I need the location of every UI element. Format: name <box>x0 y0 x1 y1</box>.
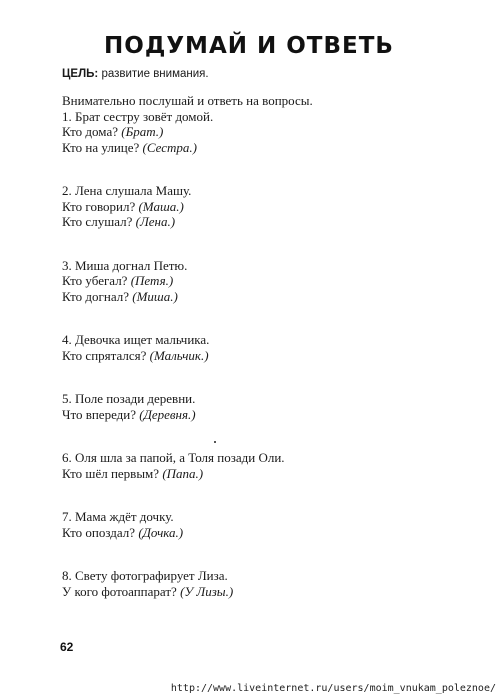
exercise-item <box>62 183 462 230</box>
exercise-item <box>62 109 462 156</box>
exercise-question-line <box>62 273 462 289</box>
exercise-body <box>62 93 462 627</box>
answer-text: (Петя.) <box>130 273 174 288</box>
question-text: Кто на улице? <box>62 139 143 155</box>
question-text: Кто убегал? <box>62 273 131 288</box>
goal-line <box>62 68 209 80</box>
exercise-item <box>62 258 462 305</box>
exercise-item <box>62 450 462 481</box>
exercise-statement: 1. Брат сестру зовёт домой. <box>62 108 214 124</box>
goal-text: развитие внимания. <box>98 68 209 80</box>
answer-text: (Папа.) <box>162 465 204 481</box>
page-title: ПОДУМАЙ И ОТВЕТЬ <box>104 33 394 59</box>
answer-text: (Мальчик.) <box>149 347 209 363</box>
page-number: 62 <box>60 640 74 654</box>
answer-text: (Сестра.) <box>142 139 197 155</box>
question-text: Кто догнал? <box>62 288 133 304</box>
exercise-question-line <box>62 466 462 482</box>
answer-text: (Лена.) <box>135 214 176 229</box>
exercise-statement: 6. Оля шла за папой, а Толя позади Оли. <box>62 450 285 465</box>
question-text: Кто слушал? <box>62 214 136 229</box>
exercise-statement: 5. Поле позади деревни. <box>62 391 196 406</box>
exercise-question-line <box>62 289 462 305</box>
print-speck <box>214 441 216 443</box>
exercise-question-line <box>62 584 462 600</box>
answer-text: (Брат.) <box>121 124 164 139</box>
question-text: Кто спрятался? <box>62 347 150 363</box>
answer-text: (Дочка.) <box>138 524 184 540</box>
exercise-question-line <box>62 525 462 541</box>
exercise-question-line <box>62 348 462 364</box>
answer-text: (Деревня.) <box>139 406 196 422</box>
question-text: Кто дома? <box>62 124 122 139</box>
question-text: Кто опоздал? <box>62 524 139 540</box>
exercise-statement: 2. Лена слушала Машу. <box>62 183 192 198</box>
goal-label: ЦЕЛЬ: <box>62 68 99 80</box>
exercise-statement: 8. Свету фотографирует Лиза. <box>62 568 228 583</box>
answer-text: (Миша.) <box>132 288 178 304</box>
question-text: У кого фотоаппарат? <box>62 583 181 599</box>
exercise-statement: 4. Девочка ищет мальчика. <box>62 332 210 347</box>
answer-text: (Маша.) <box>138 198 184 214</box>
exercise-statement: 3. Миша догнал Петю. <box>62 257 188 273</box>
exercise-intro: Внимательно послушай и ответь на вопросы. <box>62 93 313 108</box>
exercise-question-line <box>62 199 462 215</box>
exercise-item <box>62 509 462 540</box>
question-text: Кто шёл первым? <box>62 465 163 481</box>
exercise-intro-block <box>62 93 462 109</box>
exercise-question-line <box>62 140 462 156</box>
exercise-item <box>62 568 462 599</box>
question-text: Кто говорил? <box>62 198 139 214</box>
question-text: Что впереди? <box>62 406 140 422</box>
exercise-question-line <box>62 124 462 140</box>
exercise-question-line <box>62 407 462 423</box>
answer-text: (У Лизы.) <box>180 583 234 599</box>
exercise-item <box>62 332 462 363</box>
exercise-question-line <box>62 214 462 230</box>
exercise-statement: 7. Мама ждёт дочку. <box>62 509 174 524</box>
source-url: http://www.liveinternet.ru/users/moim_vnukam_poleznoe/ <box>170 683 496 694</box>
exercise-item <box>62 391 462 422</box>
exercise-list <box>62 109 462 600</box>
